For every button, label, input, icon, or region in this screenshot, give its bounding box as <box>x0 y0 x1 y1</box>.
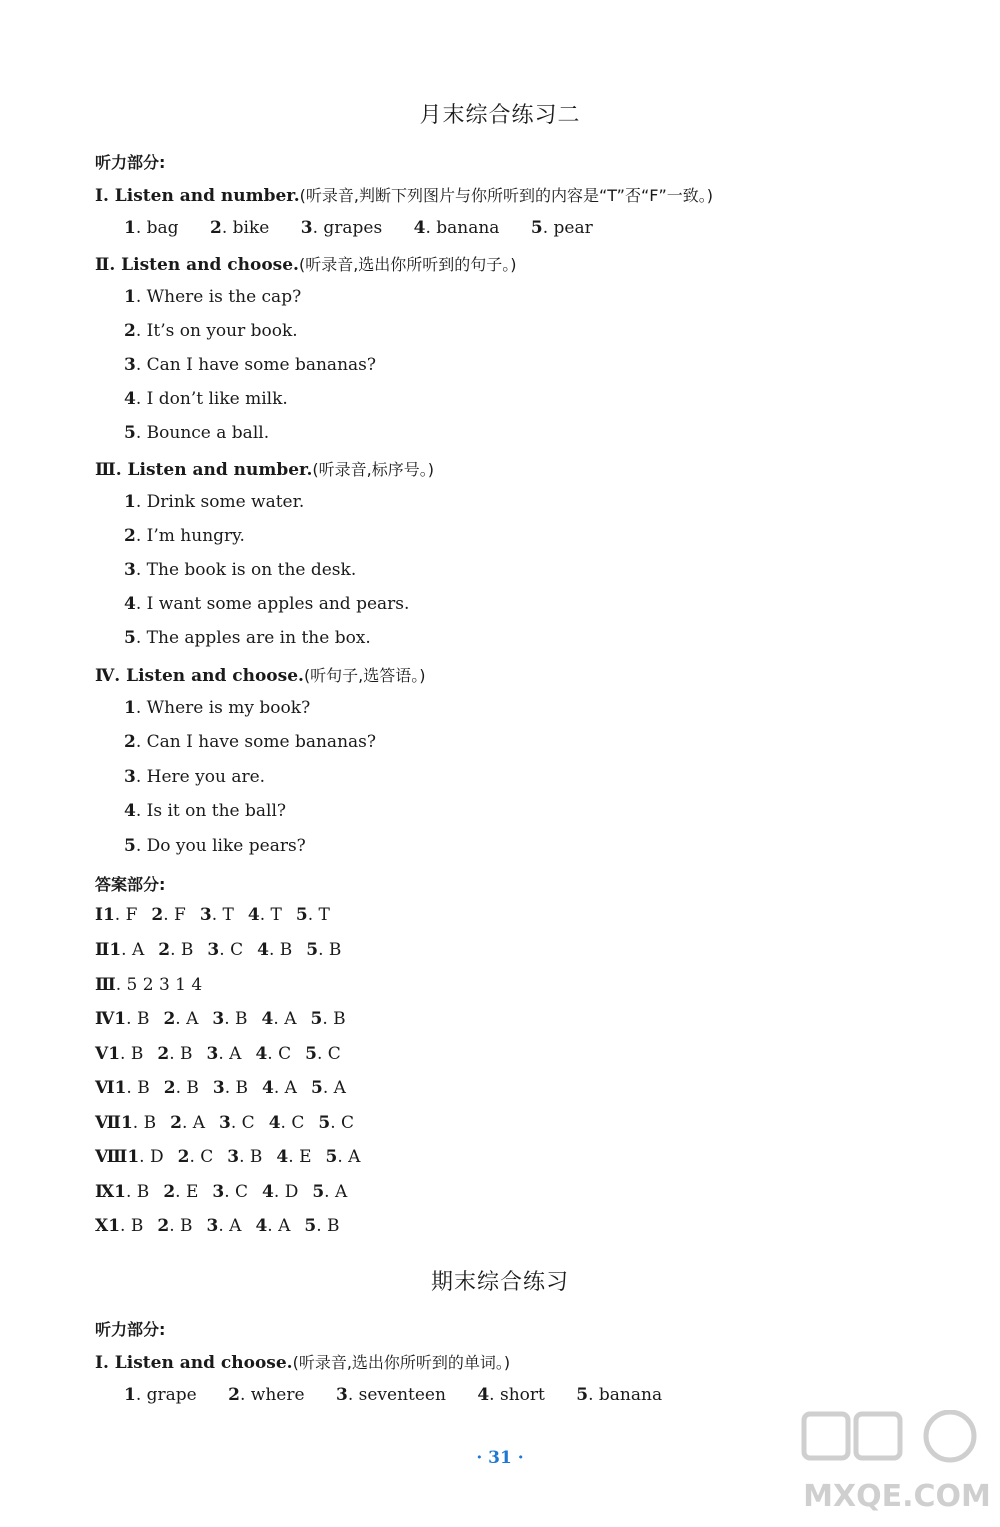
list-item: 3. Here you are. <box>124 767 266 787</box>
list-item: 5. Do you like pears? <box>124 836 306 856</box>
answer-row: Ⅱ1. A 2. B 3. C 4. B 5. B <box>95 940 342 960</box>
list-item: 2. I’m hungry. <box>124 526 245 546</box>
answer-row: Ⅰ1. F 2. F 3. T 4. T 5. T <box>95 905 330 925</box>
list-item: 3. grapes <box>300 218 383 238</box>
question-header-3 <box>95 457 434 480</box>
list-item: 4. banana <box>413 218 500 238</box>
instruction-zh: (听录音,选出你所听到的单词。) <box>292 1353 511 1372</box>
list-item: 2. Can I have some bananas? <box>124 732 376 752</box>
section-title-month-end: 月末综合练习二 <box>419 103 581 128</box>
answer-row: Ⅳ1. B 2. A 3. B 4. A 5. B <box>95 1009 346 1029</box>
list-item: 3. seventeen <box>335 1385 446 1405</box>
instruction-zh: (听录音,判断下列图片与你所听到的内容是“T”否“F”一致。) <box>299 186 713 205</box>
question-header-1 <box>95 183 713 206</box>
question-header-4 <box>95 663 426 686</box>
list-item: 1. bag <box>124 218 179 238</box>
answer-row: Ⅴ1. B 2. B 3. A 4. C 5. C <box>95 1044 341 1064</box>
list-item: 2. It’s on your book. <box>124 321 298 341</box>
instruction-en: . Listen and choose. <box>114 666 304 686</box>
list-item: 1. Where is the cap? <box>124 287 302 307</box>
page-number: · 31 · <box>476 1448 524 1468</box>
roman-numeral: Ⅲ <box>95 460 116 480</box>
list-item: 5. The apples are in the box. <box>124 628 371 648</box>
list-item: 1. grape <box>124 1385 197 1405</box>
list-item: 2. where <box>228 1385 305 1405</box>
instruction-en: . Listen and number. <box>102 186 300 206</box>
list-item: 1. Drink some water. <box>124 492 305 512</box>
list-item: 3. The book is on the desk. <box>124 560 357 580</box>
word-list-1 <box>124 218 593 238</box>
question-header-5 <box>95 1350 510 1373</box>
answer-row: Ⅷ1. D 2. C 3. B 4. E 5. A <box>95 1147 361 1167</box>
instruction-en: . Listen and choose. <box>109 255 299 275</box>
list-item: 5. pear <box>530 218 593 238</box>
roman-numeral: Ⅰ <box>95 1353 103 1373</box>
watermark-text: MXQE.COM <box>803 1479 991 1514</box>
question-header-2 <box>95 252 517 275</box>
list-item: 1. Where is my book? <box>124 698 311 718</box>
list-item: 3. Can I have some bananas? <box>124 355 376 375</box>
answer-row: Ⅵ1. B 2. B 3. B 4. A 5. A <box>95 1078 346 1098</box>
word-list-5 <box>124 1385 662 1405</box>
list-item: 5. banana <box>576 1385 663 1405</box>
roman-numeral: Ⅱ <box>95 255 110 275</box>
list-item: 5. Bounce a ball. <box>124 423 270 443</box>
instruction-zh: (听句子,选答语。) <box>303 666 426 685</box>
roman-numeral: Ⅳ <box>95 666 115 686</box>
answer-part-label: 答案部分: <box>95 875 166 894</box>
answer-row: Ⅸ1. B 2. E 3. C 4. D 5. A <box>95 1182 348 1202</box>
answer-row: Ⅹ1. B 2. B 3. A 4. A 5. B <box>95 1216 340 1236</box>
instruction-en: . Listen and number. <box>115 460 313 480</box>
list-item: 4. Is it on the ball? <box>124 801 287 821</box>
section-title-final: 期末综合练习 <box>430 1270 569 1295</box>
listening-part-label: 听力部分: <box>95 1320 166 1339</box>
listening-part-label: 听力部分: <box>95 153 166 172</box>
list-item: 4. short <box>477 1385 545 1405</box>
answer-row: Ⅶ1. B 2. A 3. C 4. C 5. C <box>95 1113 355 1133</box>
roman-numeral: Ⅰ <box>95 186 103 206</box>
list-item: 4. I want some apples and pears. <box>124 594 410 614</box>
instruction-en: . Listen and choose. <box>102 1353 293 1373</box>
instruction-zh: (听录音,选出你所听到的句子。) <box>298 255 517 274</box>
list-item: 4. I don’t like milk. <box>124 389 288 409</box>
answer-row: Ⅲ. 5 2 3 1 4 <box>95 975 203 995</box>
list-item: 2. bike <box>209 218 270 238</box>
instruction-zh: (听录音,标序号。) <box>312 460 434 479</box>
watermark-logo <box>800 1410 995 1520</box>
